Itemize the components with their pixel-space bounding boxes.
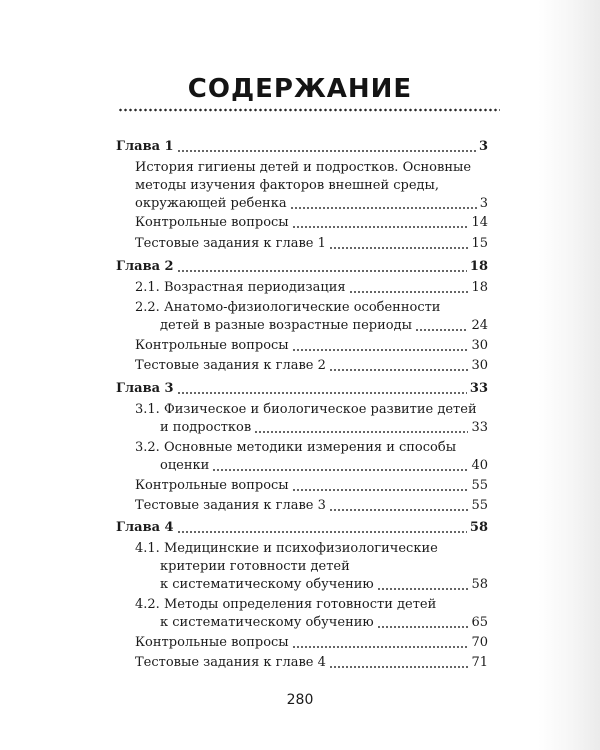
dot-leader <box>212 469 468 471</box>
toc-entry-3-tests-label: Тестовые задания к главе 3 <box>135 498 326 513</box>
toc-entry-3-questions-page: 55 <box>471 478 488 493</box>
dot-leader <box>329 369 469 371</box>
toc-entry-3-1-page: 33 <box>471 420 488 435</box>
section-title: Анатомо-физиологические особенности <box>163 300 441 315</box>
section-title: Методы определения готовности детей <box>163 597 437 612</box>
toc-entry-4-1-line2[interactable]: критерии готовности детей <box>160 559 350 574</box>
toc-entry-1-history-line1[interactable]: История гигиены детей и подростков. Основные <box>135 160 472 175</box>
section-title: Основные методики измерения и способы <box>163 440 457 455</box>
toc-entry-4-2-line2: к систематическому обучению <box>160 615 374 630</box>
toc-entry-3-2-line2: оценки <box>160 458 210 473</box>
dot-leader <box>254 431 468 433</box>
toc-entry-4-2-line1[interactable] <box>135 597 436 613</box>
dot-leader <box>377 626 469 628</box>
toc-entry-1-tests-label: Тестовые задания к главе 1 <box>135 236 326 251</box>
toc-chapter-2-label: Глава 2 <box>116 259 174 274</box>
toc-chapter-1[interactable] <box>116 139 488 155</box>
toc-entry-4-1-line3: к систематическому обучению <box>160 577 374 592</box>
section-number: 4.1. <box>135 541 160 556</box>
toc-entry-4-2-page: 65 <box>471 615 488 630</box>
toc-entry-2-1[interactable] <box>135 280 488 296</box>
dot-leader <box>377 588 469 590</box>
toc-entry-4-questions-page: 70 <box>471 635 488 650</box>
toc-entry-4-1-page: 58 <box>471 577 488 592</box>
toc-entry-3-2[interactable] <box>160 458 488 474</box>
toc-chapter-3[interactable] <box>116 381 488 397</box>
toc-entry-1-questions-label: Контрольные вопросы <box>135 215 289 230</box>
toc-entry-3-questions-label: Контрольные вопросы <box>135 478 289 493</box>
toc-entry-1-history[interactable] <box>135 196 488 212</box>
toc-entry-3-1[interactable] <box>160 420 488 436</box>
dot-leader <box>415 329 468 331</box>
dot-leader <box>349 291 469 293</box>
toc-entry-3-2-line1[interactable] <box>135 440 456 456</box>
toc-chapter-2[interactable] <box>116 259 488 275</box>
toc-entry-3-tests[interactable] <box>135 498 488 514</box>
toc-entry-1-history-line3: окружающей ребенка <box>135 196 287 211</box>
toc-chapter-4-label: Глава 4 <box>116 520 174 535</box>
toc-entry-1-history-page: 3 <box>479 196 488 211</box>
dot-leader <box>177 270 467 272</box>
toc-chapter-2-page: 18 <box>469 259 488 274</box>
toc-entry-4-tests-page: 71 <box>471 655 488 670</box>
page-number: 280 <box>286 692 314 708</box>
toc-entry-4-1[interactable] <box>160 577 488 593</box>
dot-leader <box>292 646 469 648</box>
section-number: 2.2. <box>135 300 160 315</box>
toc-entry-2-questions-label: Контрольные вопросы <box>135 338 289 353</box>
dot-leader <box>177 150 476 152</box>
toc-chapter-3-page: 33 <box>469 381 488 396</box>
toc-chapter-4-page: 58 <box>469 520 488 535</box>
section-number: 4.2. <box>135 597 160 612</box>
toc-entry-4-2[interactable] <box>160 615 488 631</box>
toc-chapter-3-label: Глава 3 <box>116 381 174 396</box>
dot-leader <box>292 489 469 491</box>
toc-entry-3-2-page: 40 <box>471 458 488 473</box>
toc-entry-3-1-line2: и подростков <box>160 420 252 435</box>
toc-entry-4-tests[interactable] <box>135 655 488 671</box>
dot-leader <box>329 666 469 668</box>
toc-entry-3-tests-page: 55 <box>471 498 488 513</box>
toc-chapter-4[interactable] <box>116 520 488 536</box>
dot-leader <box>329 509 469 511</box>
toc-entry-1-tests[interactable] <box>135 236 488 252</box>
section-number: 3.2. <box>135 440 160 455</box>
toc-entry-2-2-line1[interactable] <box>135 300 440 316</box>
toc-entry-4-questions-label: Контрольные вопросы <box>135 635 289 650</box>
toc-entry-2-tests-label: Тестовые задания к главе 2 <box>135 358 326 373</box>
toc-entry-3-1-line1[interactable] <box>135 402 477 418</box>
toc-entry-2-2[interactable] <box>160 318 488 334</box>
section-number: 3.1. <box>135 402 160 417</box>
toc-entry-2-2-page: 24 <box>471 318 488 333</box>
toc-entry-2-tests-page: 30 <box>471 358 488 373</box>
dot-leader <box>177 531 467 533</box>
toc-entry-4-tests-label: Тестовые задания к главе 4 <box>135 655 326 670</box>
toc-entry-2-tests[interactable] <box>135 358 488 374</box>
section-title: Возрастная периодизация <box>163 280 346 295</box>
toc-entry-4-1-line1[interactable] <box>135 541 438 557</box>
toc-entry-1-history-line2[interactable]: методы изучения факторов внешней среды, <box>135 178 440 193</box>
dot-leader <box>292 226 469 228</box>
toc-entry-2-1-page: 18 <box>471 280 488 295</box>
toc-chapter-1-page: 3 <box>478 139 488 154</box>
toc-entry-1-questions[interactable] <box>135 215 488 231</box>
dot-leader <box>292 349 469 351</box>
page-title: СОДЕРЖАНИЕ <box>187 74 413 104</box>
section-number: 2.1. <box>135 280 160 295</box>
section-title: Физическое и биологическое развитие детей <box>163 402 477 417</box>
toc-entry-1-tests-page: 15 <box>471 236 488 251</box>
dot-leader <box>329 247 469 249</box>
toc-chapter-1-label: Глава 1 <box>116 139 174 154</box>
dot-leader <box>177 392 467 394</box>
toc-entry-2-2-line2: детей в разные возрастные периоды <box>160 318 412 333</box>
section-title: Медицинские и психофизиологические <box>163 541 438 556</box>
toc-entry-2-questions[interactable] <box>135 338 488 354</box>
toc-entry-2-questions-page: 30 <box>471 338 488 353</box>
toc-entry-4-questions[interactable] <box>135 635 488 651</box>
dot-leader <box>290 207 477 209</box>
toc-entry-1-questions-page: 14 <box>471 215 488 230</box>
toc-entry-3-questions[interactable] <box>135 478 488 494</box>
toc-entry-2-1-label <box>135 280 346 296</box>
